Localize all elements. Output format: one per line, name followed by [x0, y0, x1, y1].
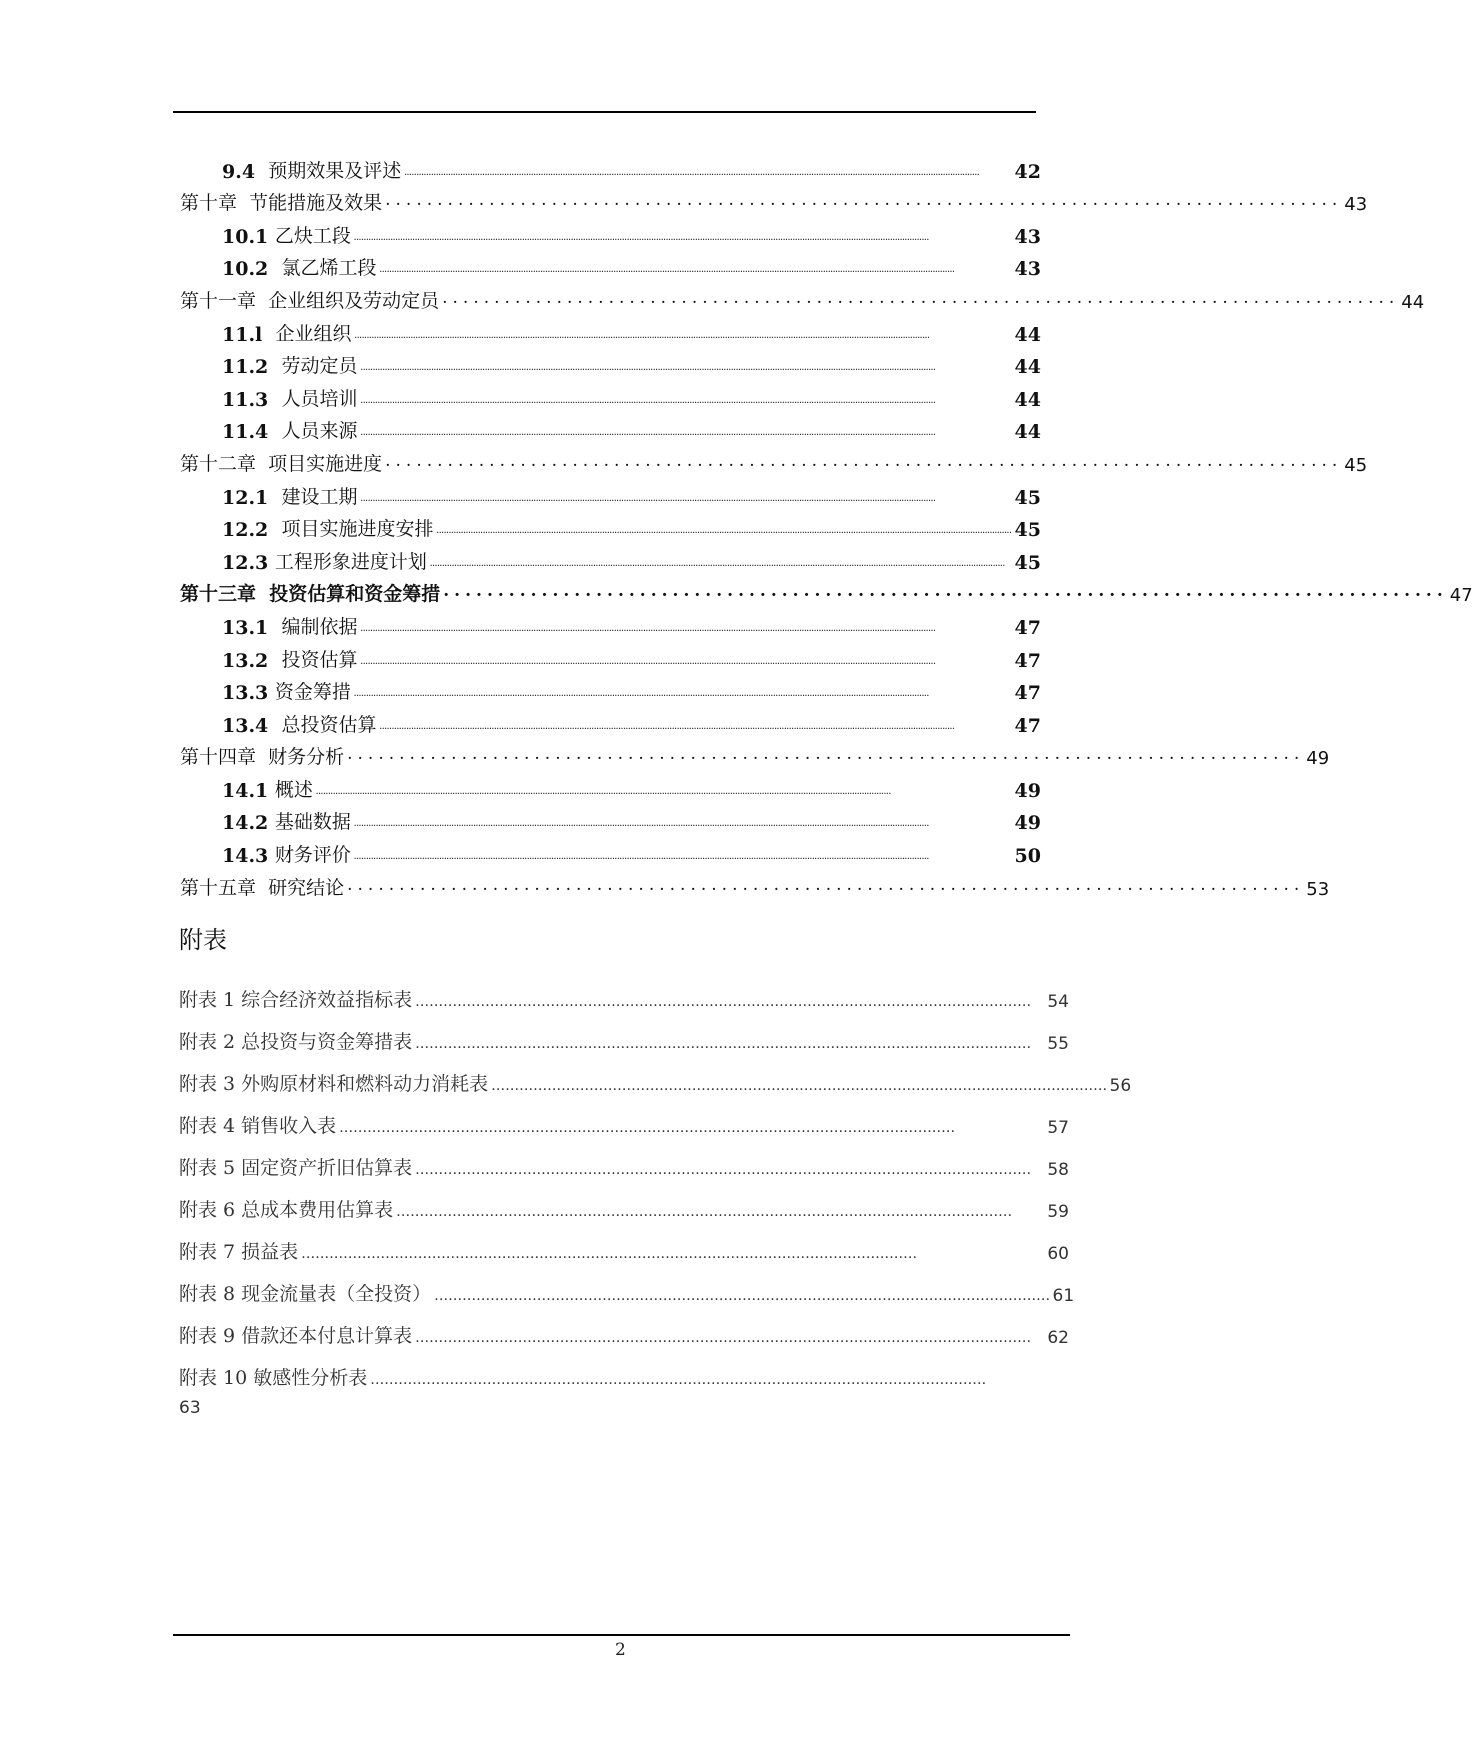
appendix-entry-title: 附表 9 借款还本付息计算表 [179, 1325, 413, 1347]
toc-entry[interactable] [222, 704, 1041, 737]
appendix-entry-title: 附表 3 外购原材料和燃料动力消耗表 [179, 1073, 489, 1095]
toc-entry[interactable] [222, 639, 1041, 672]
toc-entry-title: 企业组织 [275, 322, 352, 345]
toc-entry-title: 氯乙烯工段 [281, 257, 377, 280]
dot-leader: ............................................................................................................................................................................................................................................ [379, 265, 955, 275]
toc-chapter-page: 47 [1449, 585, 1473, 607]
dot-leader: ............................................................................................................................................................................................................................................ [360, 493, 936, 503]
toc-entry[interactable] [222, 411, 1041, 444]
dot-leader: …………………………………………………………………………………………………………………… [415, 1036, 1032, 1052]
dot-leader: ............................................................................................ [347, 874, 1305, 895]
appendix-entry-title: 附表 5 固定资产折旧估算表 [179, 1157, 413, 1179]
toc-entry-number: 13.2 [222, 649, 269, 672]
toc-entry-number: 12.3 [222, 551, 269, 574]
toc-entry-number: 11.2 [222, 356, 269, 379]
appendix-heading: 附表 [179, 926, 227, 954]
toc-entry-title: 投资估算 [281, 648, 358, 671]
toc-entry-title: 编制依据 [281, 615, 358, 638]
toc-chapter-number: 第十一章 [180, 289, 257, 312]
appendix-entry-title: 附表 4 销售收入表 [179, 1115, 337, 1137]
toc-entry[interactable] [222, 378, 1041, 411]
toc-entry[interactable] [222, 150, 1041, 183]
appendix-entry-page: 60 [1047, 1244, 1069, 1264]
toc-chapter-page: 44 [1401, 291, 1425, 313]
toc-entry-number: 9.4 [222, 160, 256, 183]
page-number: 2 [615, 1640, 626, 1660]
dot-leader: ............................................................................................ [347, 744, 1305, 765]
toc-entry-number: 10.1 [222, 225, 269, 248]
appendix-entry[interactable] [179, 1096, 1069, 1138]
toc-entry-number: 11.3 [222, 388, 269, 411]
toc-chapter-title: 项目实施进度 [268, 452, 383, 475]
toc-entry-page: 44 [1014, 421, 1041, 444]
toc-entry-number: 12.2 [222, 519, 269, 542]
toc-entry-title: 乙炔工段 [274, 224, 351, 247]
appendix-entry[interactable] [179, 1180, 1069, 1222]
dot-leader: ............................................................................................................................................................................................................................................ [429, 558, 1006, 568]
toc-entry-number: 10.2 [222, 258, 269, 281]
toc-entry-page: 49 [1014, 812, 1041, 835]
toc-chapter-title: 企业组织及劳动定员 [268, 289, 440, 312]
toc-entry-page: 45 [1014, 519, 1041, 542]
toc-chapter-page: 53 [1306, 878, 1330, 900]
dot-leader: ............................................................................................ [385, 450, 1343, 471]
dot-leader: ............................................................................................................................................................................................................................................ [379, 721, 955, 731]
toc-entry[interactable] [222, 476, 1041, 509]
dot-leader: …………………………………………………………………………………………………………………… [434, 1288, 1051, 1304]
toc-entry-title: 总投资估算 [281, 713, 377, 736]
toc-entry-page: 45 [1014, 551, 1041, 574]
toc-entry-title: 工程形象进度计划 [274, 550, 427, 573]
dot-leader: ............................................................................................ [442, 287, 1400, 308]
toc-entry[interactable] [222, 834, 1041, 867]
appendix-entry[interactable] [179, 1306, 1069, 1348]
toc-entry[interactable] [222, 215, 1041, 248]
toc-entry[interactable] [222, 541, 1041, 574]
appendix-entry-page: 55 [1047, 1034, 1069, 1054]
toc-entry[interactable] [222, 672, 1041, 705]
dot-leader: ............................................................................................................................................................................................................................................ [360, 363, 936, 373]
toc-chapter[interactable] [180, 574, 1473, 607]
toc-chapter-page: 49 [1306, 748, 1330, 770]
toc-entry-number: 11.l [222, 323, 263, 346]
dot-leader: ............................................................................................................................................................................................................................................ [315, 786, 892, 796]
toc-chapter-number: 第十章 [180, 192, 238, 215]
toc-entry-title: 人员来源 [281, 420, 358, 443]
toc-entry-title: 劳动定员 [281, 355, 358, 378]
toc-entry-title: 资金筹措 [274, 681, 351, 704]
toc-entry-page: 47 [1014, 682, 1041, 705]
toc-entry-number: 12.1 [222, 486, 269, 509]
toc-entry-number: 13.4 [222, 714, 269, 737]
dot-leader: ............................................................................................................................................................................................................................................ [404, 167, 980, 177]
appendix-entry-title: 附表 8 现金流量表（全投资） [179, 1283, 432, 1305]
appendix-entry-title: 附表 7 损益表 [179, 1241, 299, 1263]
dot-leader: ............................................................................................................................................................................................................................................ [360, 623, 936, 633]
toc-entry-title: 财务评价 [274, 844, 351, 867]
toc-entry-number: 14.1 [222, 779, 269, 802]
toc-chapter[interactable] [180, 867, 1330, 900]
toc-chapter-number: 第十二章 [180, 452, 257, 475]
toc-entry-page: 50 [1014, 845, 1041, 868]
dot-leader: ............................................................................................................................................................................................................................................ [354, 330, 930, 340]
appendix-entry-page: 57 [1047, 1118, 1069, 1138]
toc-entry-page: 44 [1014, 356, 1041, 379]
toc-chapter-title: 研究结论 [268, 876, 345, 899]
toc-chapter[interactable] [180, 280, 1425, 313]
dot-leader: ............................................................................................................................................................................................................................................ [353, 689, 930, 699]
appendix-entry-title: 附表 6 总成本费用估算表 [179, 1199, 394, 1221]
toc-entry[interactable] [222, 802, 1041, 835]
dot-leader: ............................................................................................................................................................................................................................................ [360, 428, 936, 438]
dot-leader: …………………………………………………………………………………………………………………… [415, 1162, 1032, 1178]
toc-entry[interactable] [222, 606, 1041, 639]
toc-chapter[interactable] [180, 183, 1368, 216]
toc-entry-title: 基础数据 [274, 811, 351, 834]
toc-entry-title: 概述 [274, 778, 313, 801]
toc-chapter-title: 节能措施及效果 [249, 192, 383, 215]
toc-chapter-number: 第十三章 [180, 583, 257, 606]
appendix-entry-title: 附表 1 综合经济效益指标表 [179, 989, 413, 1011]
dot-leader: ............................................................................................................................................................................................................................................ [353, 819, 930, 829]
appendix-entry[interactable] [179, 1222, 1069, 1264]
toc-entry-page: 47 [1014, 649, 1041, 672]
dot-leader: …………………………………………………………………………………………………………………… [415, 994, 1032, 1010]
appendix-entry-page: 61 [1052, 1286, 1075, 1306]
toc-entry[interactable] [222, 313, 1041, 346]
appendix-entry-page: 62 [1047, 1328, 1069, 1348]
dot-leader: …………………………………………………………………………………………………………………… [415, 1330, 1032, 1346]
toc-entry-page: 43 [1014, 258, 1041, 281]
appendix-entry[interactable] [179, 1138, 1069, 1180]
toc-entry-page: 44 [1014, 323, 1041, 346]
appendix-entry-page: 59 [1047, 1202, 1069, 1222]
toc-entry-page: 42 [1014, 160, 1041, 183]
toc-chapter-title: 财务分析 [268, 746, 345, 769]
dot-leader: ............................................................................................ [385, 190, 1343, 211]
appendix-list [179, 970, 1132, 1390]
appendix-entry-title: 附表 10 敏感性分析表 [179, 1367, 368, 1389]
dot-leader: …………………………………………………………………………………………………………………… [396, 1204, 1013, 1220]
toc-chapter-page: 45 [1344, 454, 1368, 476]
toc-entry-page: 49 [1014, 779, 1041, 802]
toc-chapter-title: 投资估算和资金筹措 [269, 583, 441, 606]
toc-entry-title: 建设工期 [281, 485, 358, 508]
dot-leader: ............................................................................................................................................................................................................................................ [353, 852, 930, 862]
toc-entry-page: 45 [1014, 486, 1041, 509]
appendix-entry[interactable] [179, 1264, 1075, 1306]
toc-entry-number: 14.3 [222, 845, 269, 868]
toc-entry-page: 47 [1014, 714, 1041, 737]
toc-chapter-page: 43 [1344, 194, 1368, 216]
dot-leader: ............................................................................................................................................................................................................................................ [353, 232, 930, 242]
appendix-entry-page: 58 [1047, 1160, 1069, 1180]
toc-chapter-number: 第十五章 [180, 876, 257, 899]
toc-chapter-number: 第十四章 [180, 746, 257, 769]
toc-entry[interactable] [222, 509, 1041, 542]
dot-leader: …………………………………………………………………………………………………………………… [301, 1246, 918, 1262]
dot-leader: ............................................................................................................................................................................................................................................ [436, 526, 1012, 536]
appendix-entry[interactable] [179, 1012, 1069, 1054]
toc-entry[interactable] [222, 346, 1041, 379]
toc-entry-title: 预期效果及评述 [268, 159, 402, 182]
toc-chapter[interactable] [180, 737, 1330, 770]
toc-entry-title: 人员培训 [281, 387, 358, 410]
toc-entry-title: 项目实施进度安排 [281, 518, 434, 541]
appendix-entry-page: 63 [179, 1398, 201, 1418]
dot-leader: ............................................................................................................................................................................................................................................ [360, 395, 936, 405]
appendix-entry-page: 54 [1047, 992, 1069, 1012]
toc-entry[interactable] [222, 248, 1041, 281]
toc-entry-number: 13.3 [222, 682, 269, 705]
toc-entry-page: 44 [1014, 388, 1041, 411]
toc-entry-number: 11.4 [222, 421, 269, 444]
appendix-entry[interactable] [179, 1348, 1069, 1390]
dot-leader: ............................................................................................ [443, 581, 1448, 602]
dot-leader: ............................................................................................................................................................................................................................................ [360, 656, 936, 666]
dot-leader: …………………………………………………………………………………………………………………… [370, 1372, 987, 1388]
dot-leader: …………………………………………………………………………………………………………………… [491, 1078, 1108, 1094]
appendix-entry[interactable] [179, 1054, 1132, 1096]
toc-entry-page: 43 [1014, 225, 1041, 248]
toc-entry-number: 13.1 [222, 616, 269, 639]
appendix-entry-title: 附表 2 总投资与资金筹措表 [179, 1031, 413, 1053]
toc-entry[interactable] [222, 769, 1041, 802]
dot-leader: …………………………………………………………………………………………………………………… [339, 1120, 956, 1136]
toc-chapter[interactable] [180, 443, 1368, 476]
toc-entry-number: 14.2 [222, 812, 269, 835]
table-of-contents [180, 150, 1473, 900]
appendix-entry-page: 56 [1109, 1076, 1132, 1096]
header-rule [173, 111, 1036, 113]
footer-rule [173, 1634, 1070, 1636]
toc-entry-page: 47 [1014, 616, 1041, 639]
appendix-entry[interactable] [179, 970, 1069, 1012]
